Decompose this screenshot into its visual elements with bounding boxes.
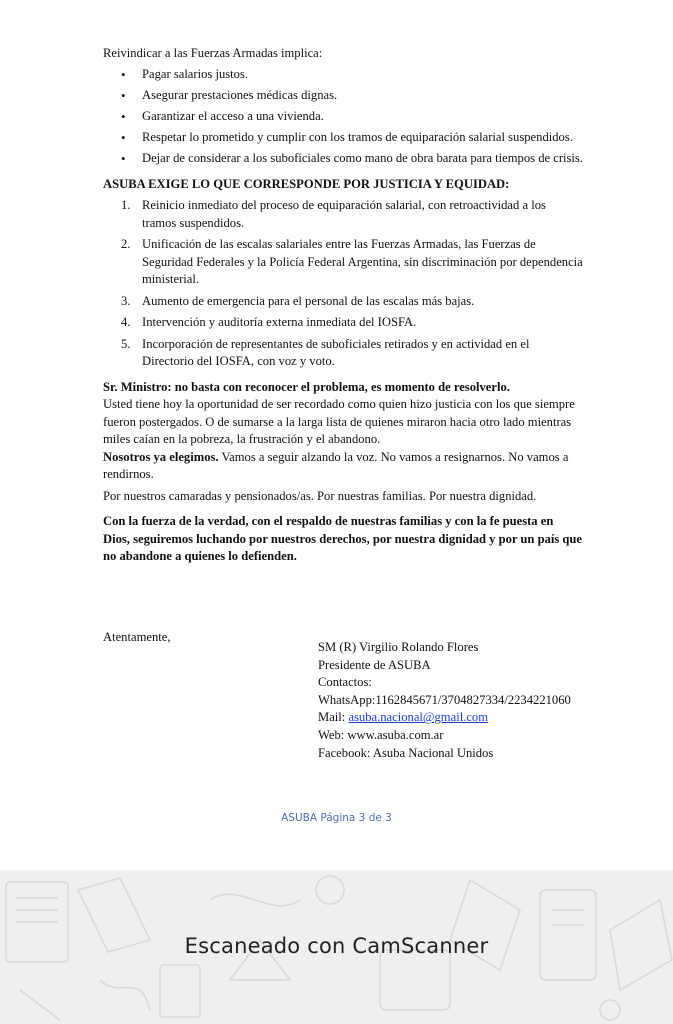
facebook-contact: Facebook: Asuba Nacional Unidos xyxy=(318,745,494,760)
camscanner-watermark-text: Escaneado con CamScanner xyxy=(184,934,489,958)
signer-role: Presidente de ASUBA xyxy=(318,657,431,672)
whatsapp-contact: WhatsApp:1162845671/3704827334/2234221060 xyxy=(318,692,571,707)
item-text: Reinicio inmediato del proceso de equiparación salarial, con retroactividad a los tramos suspendidos. xyxy=(142,198,546,230)
signature-block xyxy=(318,639,571,762)
list-item xyxy=(103,336,583,371)
demands-heading: ASUBA EXIGE LO QUE CORRESPONDE POR JUSTICIA Y EQUIDAD: xyxy=(103,176,510,191)
item-number: 1. xyxy=(121,198,131,212)
list-item xyxy=(103,314,583,332)
list-item: • Asegurar prestaciones médicas dignas. xyxy=(103,87,583,105)
list-item: • Respetar lo prometido y cumplir con los tramos de equiparación salarial suspendidos. xyxy=(103,129,583,147)
minister-heading: Sr. Ministro: no basta con reconocer el problema, es momento de resolverlo. xyxy=(103,379,510,394)
contacts-label: Contactos: xyxy=(318,675,372,690)
intro-text: Reivindicar a las Fuerzas Armadas implica: xyxy=(103,46,323,60)
item-text: Incorporación de representantes de suboficiales retirados y en actividad en el Directorio del IOSFA, con voz y voto. xyxy=(142,336,530,368)
list-item: • Garantizar el acceso a una vivienda. xyxy=(103,108,583,126)
chosen-paragraph xyxy=(103,449,583,484)
minister-paragraph: Usted tiene hoy la oportunidad de ser recordado como quien hizo justicia con los que siempre fueron postergados. O de sumarse a la larga lista de quienes miraron hacia otro lado mientras miles caían en la pobreza, la frustración y el abandono. xyxy=(103,397,575,446)
chosen-text: Vamos a seguir alzando la voz. No vamos a resignarnos. No vamos a rendirnos. xyxy=(103,449,569,481)
item-text: Aumento de emergencia para el personal de las escalas más bajas. xyxy=(142,293,475,308)
letter-body xyxy=(103,45,583,566)
final-paragraph: Con la fuerza de la verdad, con el respaldo de nuestras familias y con la fe puesta en Dios, seguiremos luchando por nuestros derechos, por nuestra dignidad y por un país que no abandone a quienes lo defienden. xyxy=(103,514,583,563)
list-item: • Dejar de considerar a los suboficiales como mano de obra barata para tiempos de crisis. xyxy=(103,150,583,168)
mail-contact xyxy=(318,709,571,727)
item-number: 5. xyxy=(121,336,131,351)
list-item xyxy=(103,197,583,232)
signer-name: SM (R) Virgilio Rolando Flores xyxy=(318,640,479,654)
list-item: • Pagar salarios justos. xyxy=(103,66,583,84)
mail-link[interactable]: asuba.nacional@gmail.com xyxy=(348,710,489,725)
list-item xyxy=(103,293,583,311)
mail-label: Mail: xyxy=(318,710,349,725)
item-number: 2. xyxy=(121,237,131,251)
list-item xyxy=(103,236,583,289)
demands-list xyxy=(103,197,583,371)
web-contact: Web: www.asuba.com.ar xyxy=(318,727,444,742)
requirements-list xyxy=(103,66,583,168)
closing-text: Atentamente, xyxy=(103,630,171,644)
comrades-paragraph: Por nuestros camaradas y pensionados/as. Por nuestras familias. Por nuestra dignidad. xyxy=(103,488,537,503)
item-number: 3. xyxy=(121,293,131,308)
item-text: Intervención y auditoría externa inmediata del IOSFA. xyxy=(142,315,417,329)
page-footer: ASUBA Página 3 de 3 xyxy=(281,812,392,824)
chosen-bold: Nosotros ya elegimos. xyxy=(103,449,219,464)
item-number: 4. xyxy=(121,315,131,329)
item-text: Unificación de las escalas salariales entre las Fuerzas Armadas, las Fuerzas de Seguridad Federales y la Policía Federal Argentina, sin discriminación por dependencia ministerial. xyxy=(142,237,583,286)
